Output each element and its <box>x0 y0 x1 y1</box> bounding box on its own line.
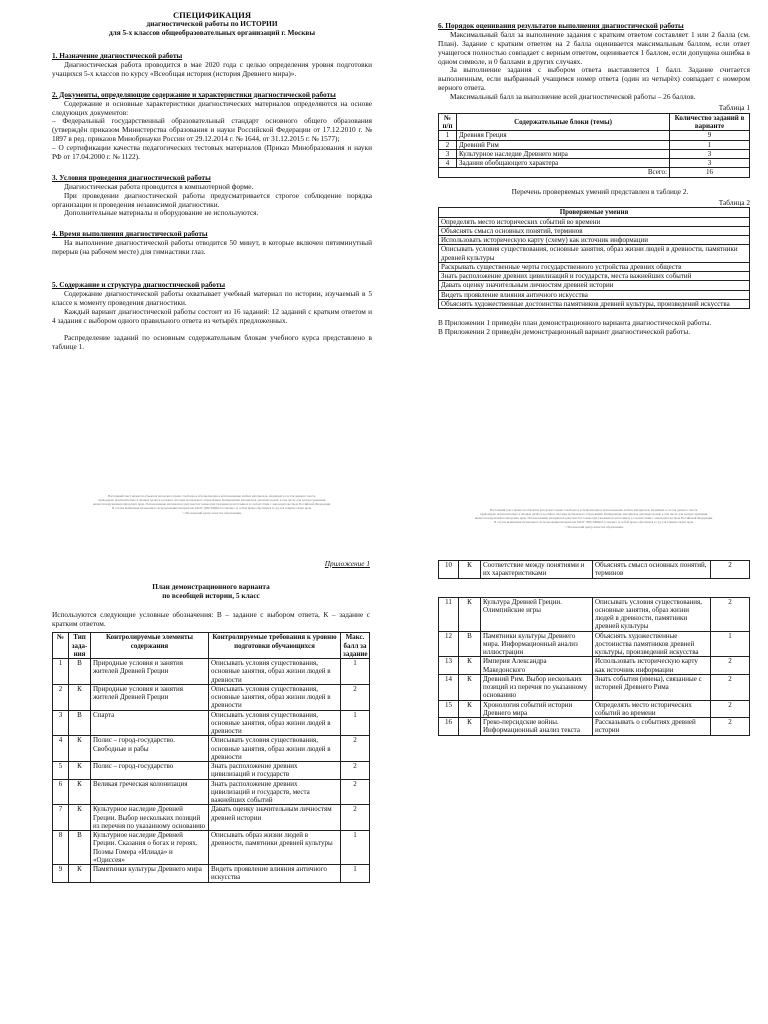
table-row: 9 К Памятники культуры Древнего мира Видеть проявление влияния античного искусства 1 <box>53 865 370 883</box>
section-6-heading: 6. Порядок оценивания результатов выполнения диагностической работы <box>438 22 684 30</box>
appendix-label: Приложение 1 <box>324 560 370 568</box>
plan-subtitle: по всеобщей истории, 5 класс <box>162 590 260 600</box>
table-row: 6 К Великая греческая колонизация Знать расположение древних цивилизаций и государств, места важнейших событий 2 <box>53 779 370 805</box>
section-2-text-3: – О сертификации качества педагогических тестовых материалов (Приказ Минобразования и науки РФ от 17.04.2000 г. № 1122). <box>52 143 372 161</box>
section-1-text: Диагностическая работа проводится в мае 2020 года с целью определения уровня подготовки учащихся 5-х классов по курсу «Всеобщая история (история Древнего мира)». <box>52 59 372 78</box>
section-1-heading: 1. Назначение диагностической работы <box>52 51 183 61</box>
table-2-intro: Перечень проверяемых умений представлен в таблице 2. <box>511 186 689 196</box>
table-1 <box>438 113 750 178</box>
table-row: Описывать условия существования, основные занятия, образ жизни людей в древности, памятники древней культуры <box>439 245 750 263</box>
spec-title: СПЕЦИФИКАЦИЯ <box>172 10 252 20</box>
table-row: 1 В Природные условия и занятия жителей Древней Греции Описывать условия существования, основные занятия, образ жизни людей в древности 1 <box>53 659 370 685</box>
table-row: 4 Задания обобщающего характера 3 <box>439 159 750 168</box>
table-row: Объяснять художественные достоинства памятников древней культуры, произведений искусства <box>439 299 750 308</box>
spec-subtitle: диагностической работы по ИСТОРИИ <box>146 19 278 29</box>
plan-page-2 <box>438 560 750 920</box>
table-row: 3 Культурное наследие Древнего мира 3 <box>439 149 750 158</box>
table-row: Объяснять смысл основных понятий, терминов <box>439 226 750 235</box>
section-3-text-1: Диагностическая работа проводится в компьютерной форме. <box>64 181 254 191</box>
plan-table-cont-a <box>438 560 750 579</box>
table-row: Определять место исторических событий во времени <box>439 217 750 226</box>
table-2-caption: Таблица 2 <box>718 197 750 207</box>
table-2-body <box>439 217 750 309</box>
table-row: 7 К Культурное наследие Древней Греции. Выбор нескольких позиций из перечня по указанному основанию Давать оценку значительным личностям древней истории 2 <box>53 805 370 831</box>
table-row: Видеть проявление влияния античного искусства <box>439 290 750 299</box>
plan-table-header: № Тип зада-ния Контролируемые элементы содержания Контролируемые требования к уровню подготовки обучающихся Макс. балл за задание <box>53 633 370 659</box>
section-5-heading: 5. Содержание и структура диагностической работы <box>52 280 226 290</box>
table-row: Давать оценку значительным личностям древней истории <box>439 281 750 290</box>
appendix-1-note: В Приложении 1 приведён план демонстрационного варианта диагностической работы. <box>438 318 712 328</box>
section-5-text-1: Содержание диагностической работы охватывает учебный материал по истории, изучаемый в 5 классе к моменту проведения диагностики. <box>52 288 372 307</box>
section-4-text: На выполнение диагностической работы отводится 50 минут, в которые включен пятиминутный перерыв (на рабочем месте) для гимнастики глаз. <box>52 238 372 257</box>
plan-table-body <box>53 659 370 883</box>
table-row: 5 К Полис – город-государство Знать расположение древних цивилизаций и государств 2 <box>53 762 370 780</box>
section-3-text-3: Дополнительные материалы и оборудование не используются. <box>64 208 259 218</box>
table-row: 4 К Полис – город-государство. Свободные и рабы Описывать условия существования, основные занятия, образ жизни людей в древности 2 <box>53 736 370 762</box>
plan-title: План демонстрационного варианта <box>152 581 270 591</box>
plan-page-1 <box>52 560 370 1024</box>
page-2-footer: Настоящий текст является объектом авторского права. Свободное и безвозмездное использование любых материалов, входящих в состав данного текста, правомерно исключительно в личных целях и в рамках системы московского образования. Копирование материалов для иных целей, в том числе для распространения, является нарушением авторских прав. Использование материалов допускается только при указании на источник и в соответствии с законодательством Российской Федерации. В случае выявления незаконного использования материалов ГАОУ ДПО МЦКО оставляет за собой право обратиться в суд для защиты своих прав. © Московский центр качества образования. <box>475 508 713 529</box>
spec-subtitle-2: для 5-х классов общеобразовательных организаций г. Москвы <box>108 28 316 38</box>
section-5-text-2: Каждый вариант диагностической работы состоит из 16 заданий: 12 заданий с кратким ответом и 4 задания с выбором одного правильного ответа из четырёх предложенных. <box>52 306 372 325</box>
appendix-2-note: В Приложении 2 приведён демонстрационный вариант диагностической работы. <box>438 327 691 337</box>
plan-table <box>52 632 370 882</box>
section-2-heading: 2. Документы, определяющие содержание и характеристики диагностической работы <box>52 89 336 99</box>
section-6-text-1: Максимальный балл за выполнение задания с кратким ответом составляет 1 или 2 балла (см. План). Задание с кратким ответом на 2 балла оценивается максимальным баллом, если ответ учащегося полностью совпадает с верным ответом, оценивается 1 баллом, если допущена ошибка в одном символе, и 0 баллами в других случаях. <box>438 29 750 66</box>
section-5-text-3: Распределение заданий по основным содержательным блокам учебного курса представлено в таблице 1. <box>52 333 372 352</box>
plan-table-cont-b <box>438 597 750 736</box>
table-row: 10 К Соответствие между понятиями и их характеристиками Объяснять смысл основных понятий, терминов 2 <box>439 561 750 579</box>
table-row: 11 К Культура Древней Греции. Олимпийские игры Описывать условия существования, основные занятия, образ жизни людей в древности, памятники древней культуры 2 <box>439 597 750 631</box>
spec-page-2 <box>438 22 750 542</box>
table-row: 3 В Спарта Описывать условия существования, основные занятия, образ жизни людей в древности 1 <box>53 710 370 736</box>
table-1-total-row: Всего: 16 <box>439 168 750 177</box>
section-3-text-2: При проведении диагностической работы предусматривается строгое соблюдение порядка организации и проведения независимой диагностики. <box>52 190 372 209</box>
table-row: Знать расположение древних цивилизаций и государств, места важнейших событий <box>439 272 750 281</box>
table-row: 13 К Империя Александра Македонского Использовать историческую карту как источник информации 2 <box>439 657 750 675</box>
section-6-text-2: За выполнение задания с выбором ответа выставляется 1 балл. Задание считается выполненным, если выбранный учащимся номер ответа (один из четырёх) совпадает с номером верного ответа. <box>438 65 750 93</box>
table-2-header: Проверяемые умения <box>439 208 750 217</box>
section-3-heading: 3. Условия проведения диагностической работы <box>52 172 211 182</box>
table-row: 1 Древняя Греция 9 <box>439 131 750 140</box>
table-2 <box>438 207 750 309</box>
table-row: 2 К Природные условия и занятия жителей Древней Греции Описывать условия существования, основные занятия, образ жизни людей в древности 2 <box>53 684 370 710</box>
section-4-heading: 4. Время выполнения диагностической работы <box>52 229 208 239</box>
table-row: Раскрывать существенные черты государственного устройства древних обществ <box>439 262 750 271</box>
spec-page-1 <box>52 10 372 540</box>
table-1-body <box>439 131 750 168</box>
table-row: 8 В Культурное наследие Древней Греции. Сказания о богах и героях. Поэмы Гомера «Илиада» и «Одиссея» Описывать образ жизни людей в древности, памятники древней культуры 1 <box>53 831 370 865</box>
table-row: Использовать историческую карту (схему) как источник информации <box>439 236 750 245</box>
section-2-text-2: – Федеральный государственный образовательный стандарт основного общего образования (утверждён приказом Министерства образования и науки Российской Федерации от 17.12.2010 г. № 1897 в ред. приказов Минобрнауки России от 29.12.2014 г. № 1644, от 31.12.2015 г. № 1577); <box>52 116 372 144</box>
table-1-caption: Таблица 1 <box>718 103 750 113</box>
section-2-text-1: Содержание и основные характеристики диагностических материалов определяются на основе следующих документов: <box>52 98 372 117</box>
table-row: 12 В Памятники культуры Древнего мира. Информационный анализ иллюстрации Объяснять художественные достоинства памятников древней культуры, произведений искусства 1 <box>439 631 750 657</box>
table-row: 15 К Хронология событий истории Древнего мира Определять место исторических событий во времени 2 <box>439 700 750 718</box>
plan-legend: Используются следующие условные обозначения: В – задание с выбором ответа, К – задание с кратким ответом. <box>52 609 370 628</box>
section-6-text-3: Максимальный балл за выполнение всей диагностической работы – 26 баллов. <box>450 92 696 102</box>
table-row: 2 Древний Рим 1 <box>439 140 750 149</box>
page-1-footer: Настоящий текст является объектом авторского права. Свободное и безвозмездное использование любых материалов, входящих в состав данного текста, правомерно исключительно в личных целях и в рамках системы московского образования. Копирование материалов для иных целей, в том числе для распространения, является нарушением авторских прав. Использование материалов допускается только при указании на источник и в соответствии с законодательством Российской Федерации. В случае выявления незаконного использования материалов ГАОУ ДПО МЦКО оставляет за собой право обратиться в суд для защиты своих прав. © Московский центр качества образования. <box>93 494 331 515</box>
table-row: 16 К Греко-персидские войны. Информационный анализ текста Рассказывать о событиях древней истории 2 <box>439 718 750 736</box>
table-1-header: № п/п Содержательные блоки (темы) Количество заданий в варианте <box>439 113 750 131</box>
table-row: 14 К Древний Рим. Выбор нескольких позиций из перечня по указанному основанию Знать события (имена), связанные с историей Древнего Рима 2 <box>439 674 750 700</box>
